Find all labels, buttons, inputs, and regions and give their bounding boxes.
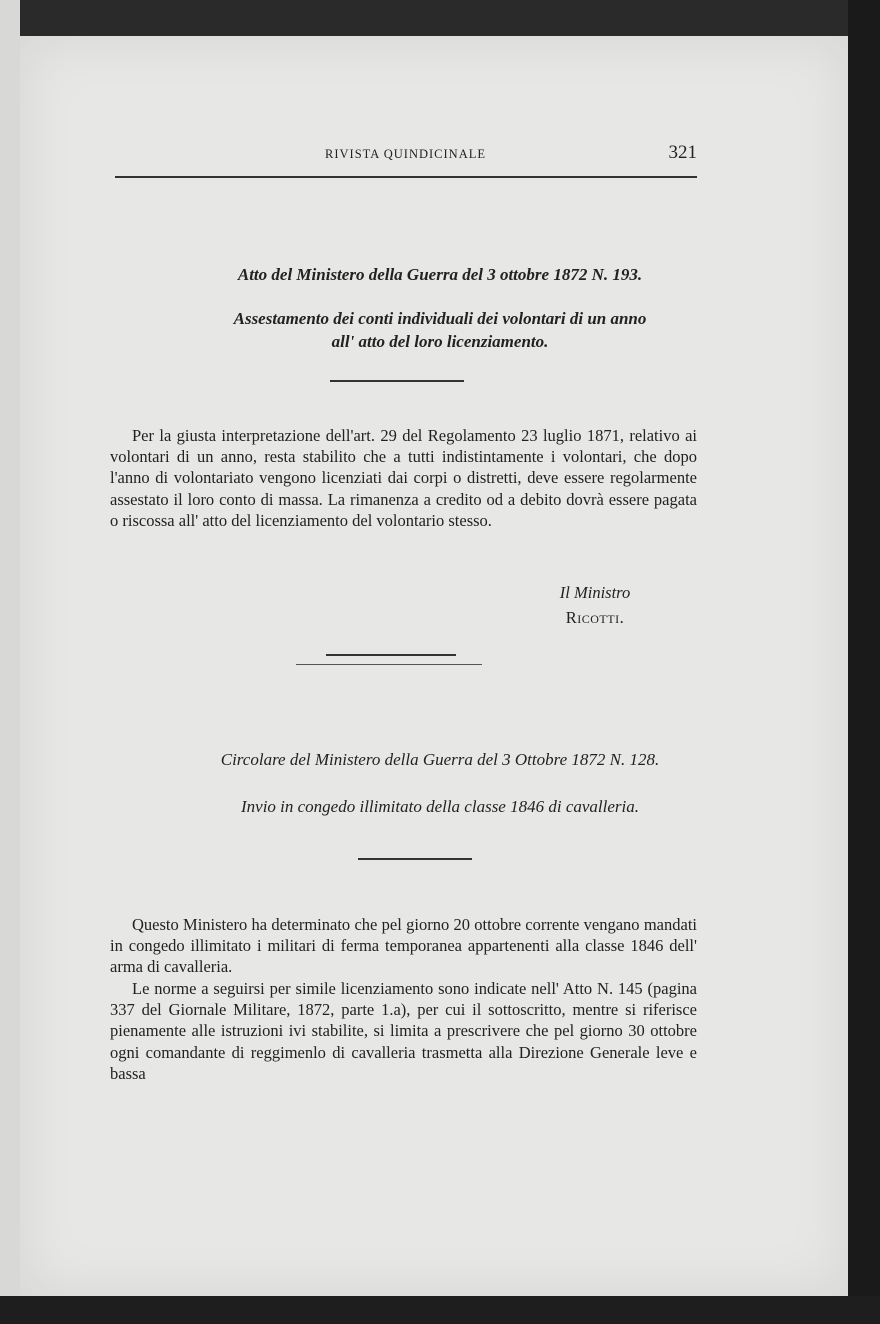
scan-right-border bbox=[848, 0, 880, 1324]
act2-subtitle: Invio in congedo illimitato della classe 1846 di cavalleria. bbox=[240, 797, 639, 816]
act1-body: Per la giusta interpretazione dell'art. 29 del Regolamento 23 luglio 1871, relativo ai volontari di un anno, resta stabilito che a tutti indistintamente i volontari, che dopo l'anno di volontariato vengono licenziati dai corpi o distretti, deve essere regolarmente assestato il loro conto di massa. La rimanenza a credito od a debito dovrà essere pagata o riscossa all' atto del licenziamento del volontario stesso. bbox=[110, 426, 697, 530]
scan-bottom-border bbox=[0, 1296, 880, 1324]
scan-top-border bbox=[20, 0, 880, 36]
page-number: 321 bbox=[668, 142, 697, 163]
page-header bbox=[115, 141, 697, 177]
act1-end-separator-top bbox=[326, 654, 456, 656]
act1-subtitle-line2: all' atto del loro licenziamento. bbox=[331, 332, 549, 351]
act1-end-separator-bottom bbox=[296, 664, 482, 665]
running-head: RIVISTA QUINDICINALE bbox=[325, 147, 486, 161]
act2-paragraph-2: Le norme a seguirsi per simile licenziamento sono indicate nell' Atto N. 145 (pagina 337 del Giornale Militare, 1872, parte 1.a), per cui il sottoscritto, mentre si riferisce pienamente alle istruzioni ivi stabilite, si limita a prescrivere che pel giorno 30 ottobre ogni comandante di reggimenlo di cavalleria trasmetta alla Direzione Generale leve e bassa bbox=[110, 979, 697, 1083]
act1-signature bbox=[520, 580, 670, 630]
act2-paragraph-1: Questo Ministero ha determinato che pel giorno 20 ottobre corrente vengano mandati in congedo illimitato i militari di ferma temporanea appartenenti alla classe 1846 dell' arma di cavalleria. bbox=[110, 915, 697, 977]
document-page bbox=[20, 36, 848, 1296]
header-rule bbox=[115, 176, 697, 178]
act1-subtitle-line1: Assestamento dei conti individuali dei volontari di un anno bbox=[233, 309, 647, 328]
act1-separator bbox=[330, 380, 464, 382]
signature-name: Ricotti. bbox=[565, 608, 625, 627]
act2-title: Circolare del Ministero della Guerra del 3 Ottobre 1872 N. 128. bbox=[220, 750, 660, 769]
act2-separator bbox=[358, 858, 472, 860]
signature-title: Il Ministro bbox=[559, 583, 631, 602]
act1-title: Atto del Ministero della Guerra del 3 ottobre 1872 N. 193. bbox=[237, 265, 643, 284]
scan-left-margin bbox=[0, 0, 20, 1324]
